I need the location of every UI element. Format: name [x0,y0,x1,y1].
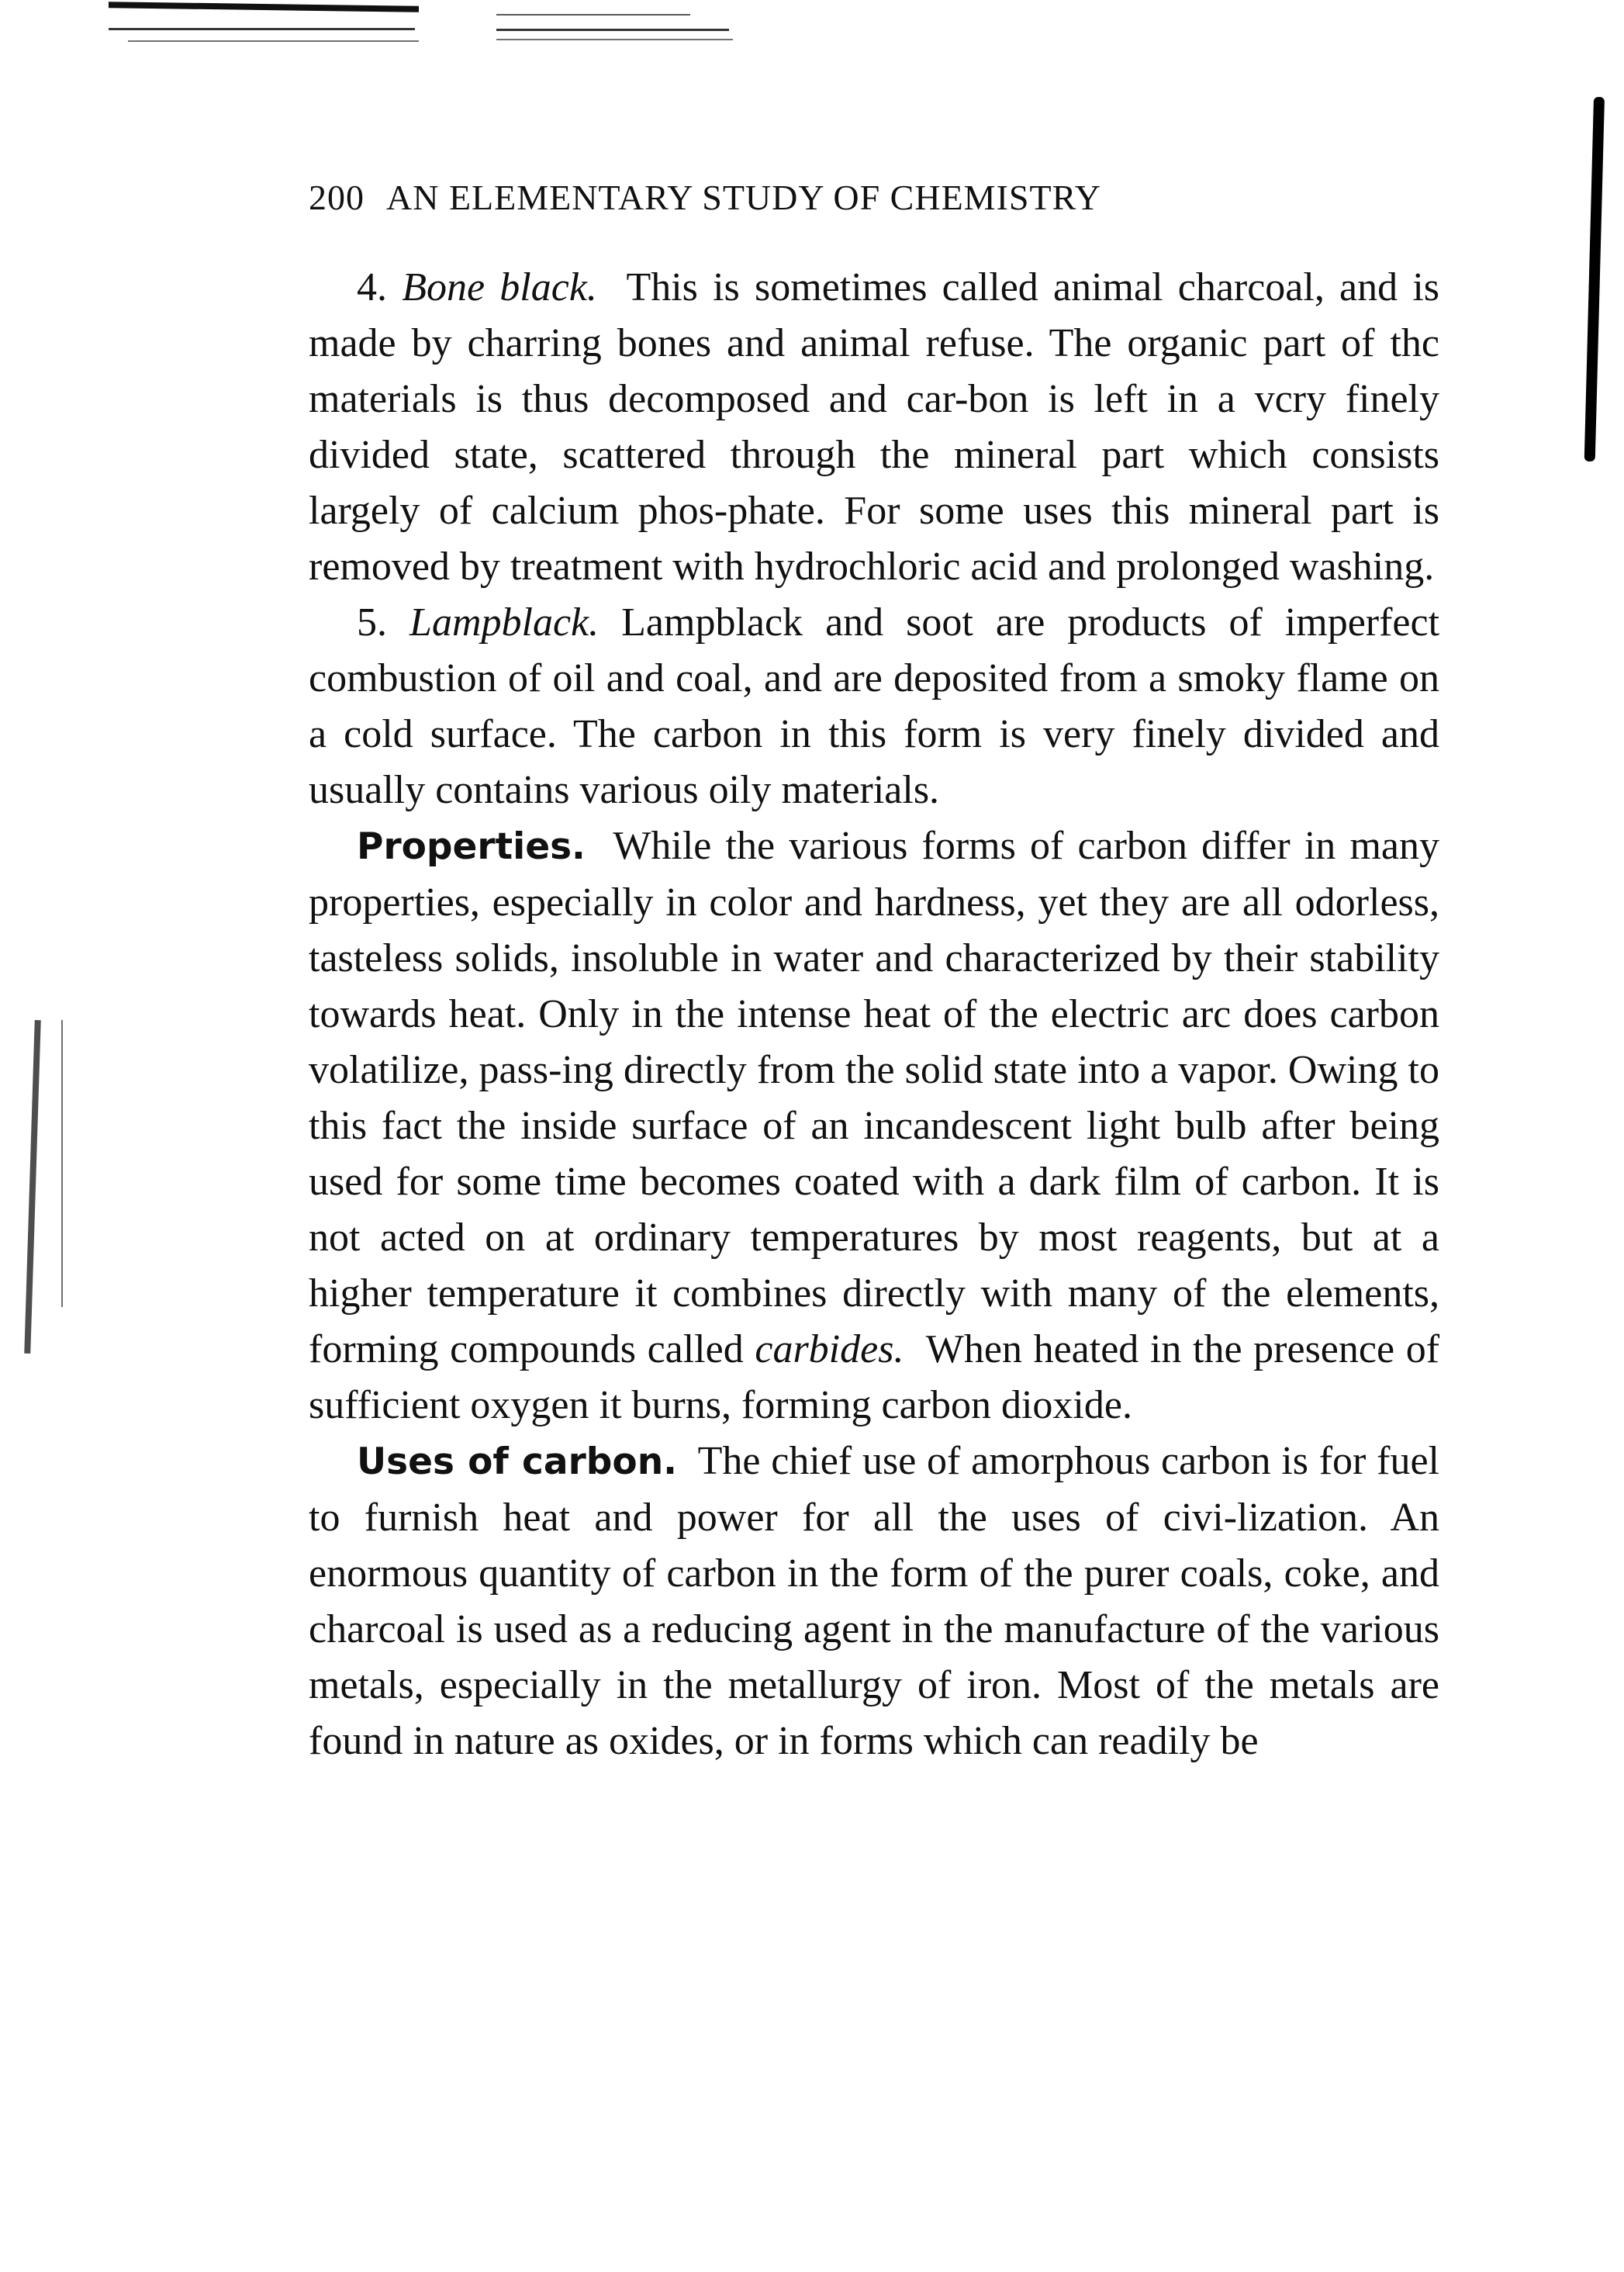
paragraph-text: The chief use of amorphous carbon is for fuel to furnish heat and power for all the uses of civi-lization. An enormous quantity of carbon in the form of the purer coals, coke, and charcoal is used as a reducing agent in the manufacture of the various metals, especially in the metallurgy of iron. Most of the metals are found in nature as oxides, or in forms which can readily be [309,1439,1439,1763]
page-number: 200 [309,178,365,217]
scan-artifact-rule [109,2,419,12]
item-number: 5. [357,600,387,645]
item-number: 4. [357,265,387,310]
paragraph-text: Lampblack and soot are products of imperfect combustion of oil and coal, and are deposited from a smoky flame on a cold surface. The carbon in this form is very finely divided and usually contains various oily materials. [309,600,1440,812]
section-heading: Properties. [357,825,586,868]
scan-artifact-rule [109,28,415,30]
paragraph-text: While the various forms of carbon differ in many properties, especially in color and hardness, yet they are all odorless, tasteless solids, insoluble in water and characterized by their stability towards heat. Only in the intense heat of the electric arc does carbon volatilize, pass-ing directly from the solid state into a vapor. Owing to this fact the inside surface of an incandescent light bulb after being used for some time becomes coated with a dark film of carbon. It is not acted on at ordinary temperatures by most reagents, but at a higher temperature it combines directly with many of the elements, forming compounds called [309,824,1439,1371]
paragraph-lampblack [309,595,1439,818]
scan-artifact-margin-line [61,1020,63,1307]
scan-artifact-rule [128,40,419,42]
running-title: AN ELEMENTARY STUDY OF CHEMISTRY [386,178,1101,217]
scan-artifact-margin-line [24,1020,41,1354]
paragraph-text: When heated in the presence of sufficient oxygen it burns, forming carbon dioxide. [309,1327,1440,1427]
section-heading: Uses of carbon. [357,1440,678,1483]
scan-artifact-rule [496,29,729,31]
item-heading: Lampblack. [409,600,599,645]
italic-term: carbides. [755,1327,904,1371]
item-heading: Bone black. [402,265,597,310]
paragraph-uses-of-carbon [309,1433,1439,1769]
paragraph-properties [309,818,1439,1433]
scan-artifact-rule [496,39,733,40]
scan-artifact-rule [496,14,690,16]
body-text [309,260,1439,1769]
running-header [309,177,1441,218]
paragraph-bone-black [309,260,1439,595]
paragraph-text: This is sometimes called animal charcoal, and is made by charring bones and animal refuse. The organic part of thc materials is thus decomposed and car-bon is left in a vcry finely divided state, scattered through the mineral part which consists largely of calcium phos-phate. For some uses this mineral part is removed by treatment with hydrochloric acid and prolonged washing. [309,265,1440,589]
scan-artifact-edge-bar [1584,97,1605,462]
